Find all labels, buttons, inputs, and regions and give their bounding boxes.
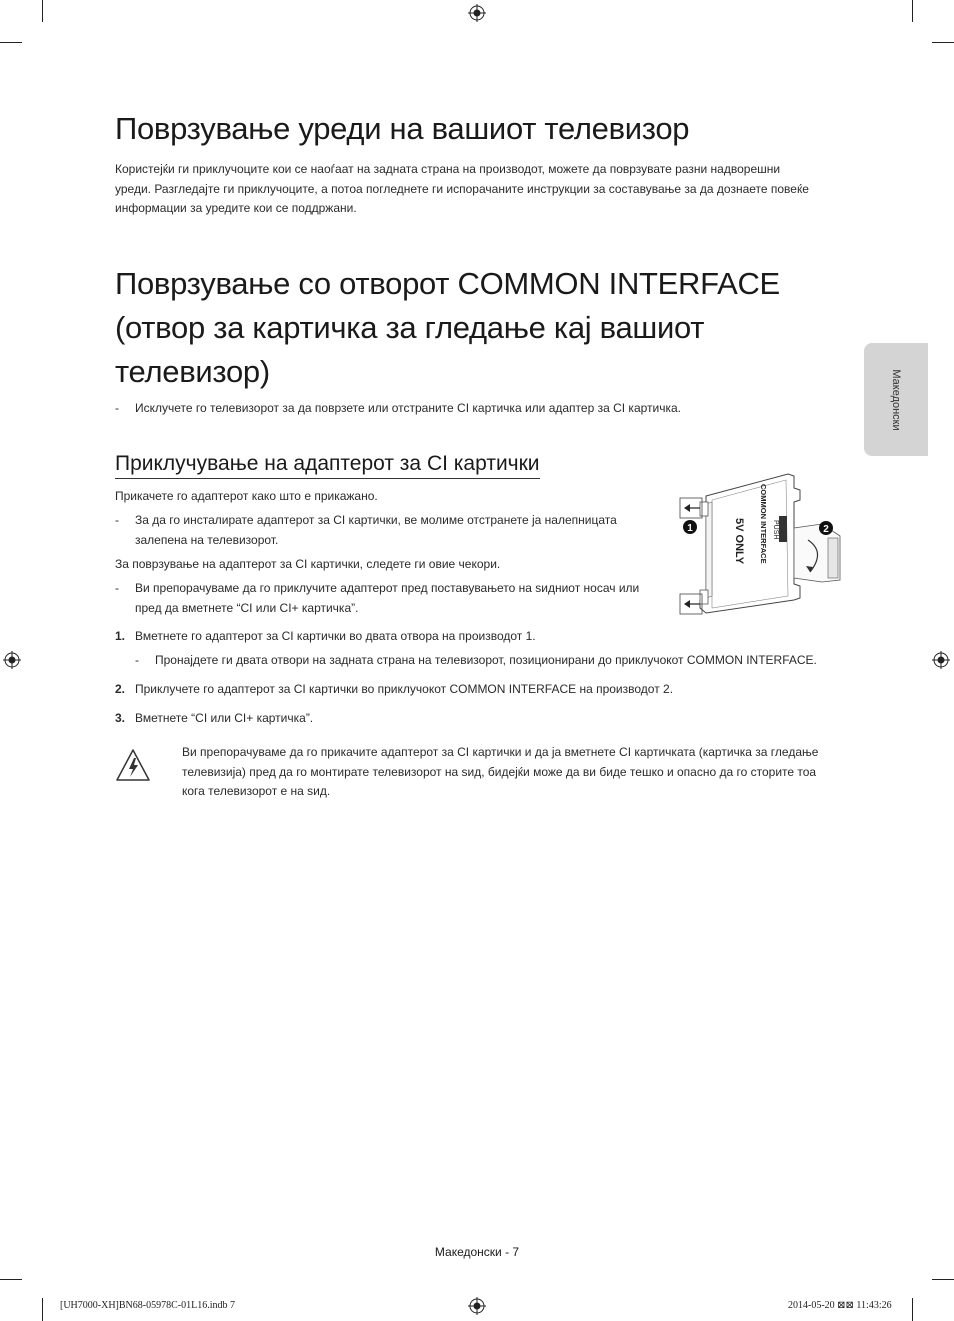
ci-section-title-line3: телевизор)	[115, 354, 270, 389]
step-1-sub-text: Пронајдете ги двата отвори на задната страна на телевизорот, позиционирани до приклучокот COMMON INTERFACE.	[155, 653, 817, 667]
registration-mark-icon	[932, 651, 950, 669]
warning-electric-icon	[115, 748, 151, 782]
page-title: Поврзување уреди на вашиот телевизор	[115, 111, 690, 146]
diagram-marker-2: 2	[823, 524, 829, 535]
adapter-d1-text: За да го инсталирате адаптерот за CI картички, ве молиме отстранете ја налепницата залепена на телевизорот.	[135, 513, 617, 547]
ci-note	[115, 399, 835, 419]
ci-note-text: Исклучете го телевизорот за да поврзете или отстраните CI картичка или адаптер за CI картичка.	[135, 401, 681, 415]
step-1-sub	[135, 651, 817, 671]
dash-bullet: -	[115, 401, 119, 415]
diagram-label-common-interface: COMMON INTERFACE	[759, 484, 768, 564]
ci-section-title-line2: (отвор за картичка за гледање кај вашиот	[115, 310, 705, 345]
crop-mark	[912, 0, 913, 22]
page-number: Македонски - 7	[434, 1245, 520, 1259]
adapter-section-title: Приклучување на адаптерот за CI картички	[115, 450, 540, 479]
adapter-d2	[115, 579, 655, 618]
diagram-label-5v-only: 5V ONLY	[733, 518, 745, 565]
step-text: Вметнете го адаптерот за CI картички во двата отвора на производот 1.	[135, 629, 536, 643]
diagram-label-push: PUSH	[772, 520, 779, 540]
intro-paragraph: Користејќи ги приклучоците кои се наоѓаат на задната страна на производот, можете да поврзувате разни надворешни уреди. Разгледајте ги приклучоците, а потоа погледнете ги испорачаните инструкции за составување за да дознаете повеќе информации за уредите кои се поддржани.	[115, 162, 809, 215]
warning-text: Ви препорачуваме да го прикачите адаптерот за CI картички и да ја вметнете CI картичката (картичка за гледање телевизија) пред да го монтирате телевизорот на ѕид, бидејќи може да ви биде тешко и опасно да го сторите тоа кога телевизорот е на ѕид.	[182, 745, 819, 798]
step-text: Вметнете “CI или CI+ картичка”.	[135, 711, 314, 725]
ci-section-title-line1: Поврзување со отворот COMMON INTERFACE	[115, 266, 780, 301]
crop-mark	[42, 0, 43, 22]
registration-mark-icon	[468, 4, 486, 22]
crop-mark	[42, 1298, 43, 1321]
diagram-marker-1: 1	[687, 523, 693, 534]
dash-bullet: -	[135, 653, 139, 667]
crop-mark	[0, 1279, 22, 1280]
adapter-d2-text: Ви препорачуваме да го приклучите адаптерот пред поставувањето на ѕидниот носач или пред да вметнете “CI или CI+ картичка”.	[135, 581, 640, 615]
crop-mark	[932, 42, 954, 43]
registration-mark-icon	[3, 651, 21, 669]
crop-mark	[912, 1298, 913, 1321]
crop-mark	[932, 1279, 954, 1280]
adapter-p2: За поврзување на адаптерот за CI картички, следете ги овие чекори.	[115, 557, 501, 571]
step-number: 3.	[115, 711, 126, 725]
step-number: 1.	[115, 629, 126, 643]
step-number: 2.	[115, 682, 126, 696]
crop-mark	[0, 42, 22, 43]
dash-bullet: -	[115, 513, 119, 527]
dash-bullet: -	[115, 581, 119, 595]
registration-mark-icon	[468, 1297, 486, 1315]
language-side-tab-label: Македонски	[890, 368, 902, 431]
footer-file-info: [UH7000-XH]BN68-05978C-01L16.indb 7	[60, 1300, 235, 1311]
step-text: Приклучете го адаптерот за CI картички во приклучокот COMMON INTERFACE на производот 2.	[135, 682, 674, 696]
language-side-tab	[864, 343, 928, 456]
footer-timestamp: 2014-05-20 ⊠⊠ 11:43:26	[788, 1300, 892, 1311]
adapter-p1: Прикачете го адаптерот како што е прикажано.	[115, 489, 378, 503]
ci-adapter-diagram	[676, 468, 846, 620]
adapter-d1	[115, 511, 635, 550]
